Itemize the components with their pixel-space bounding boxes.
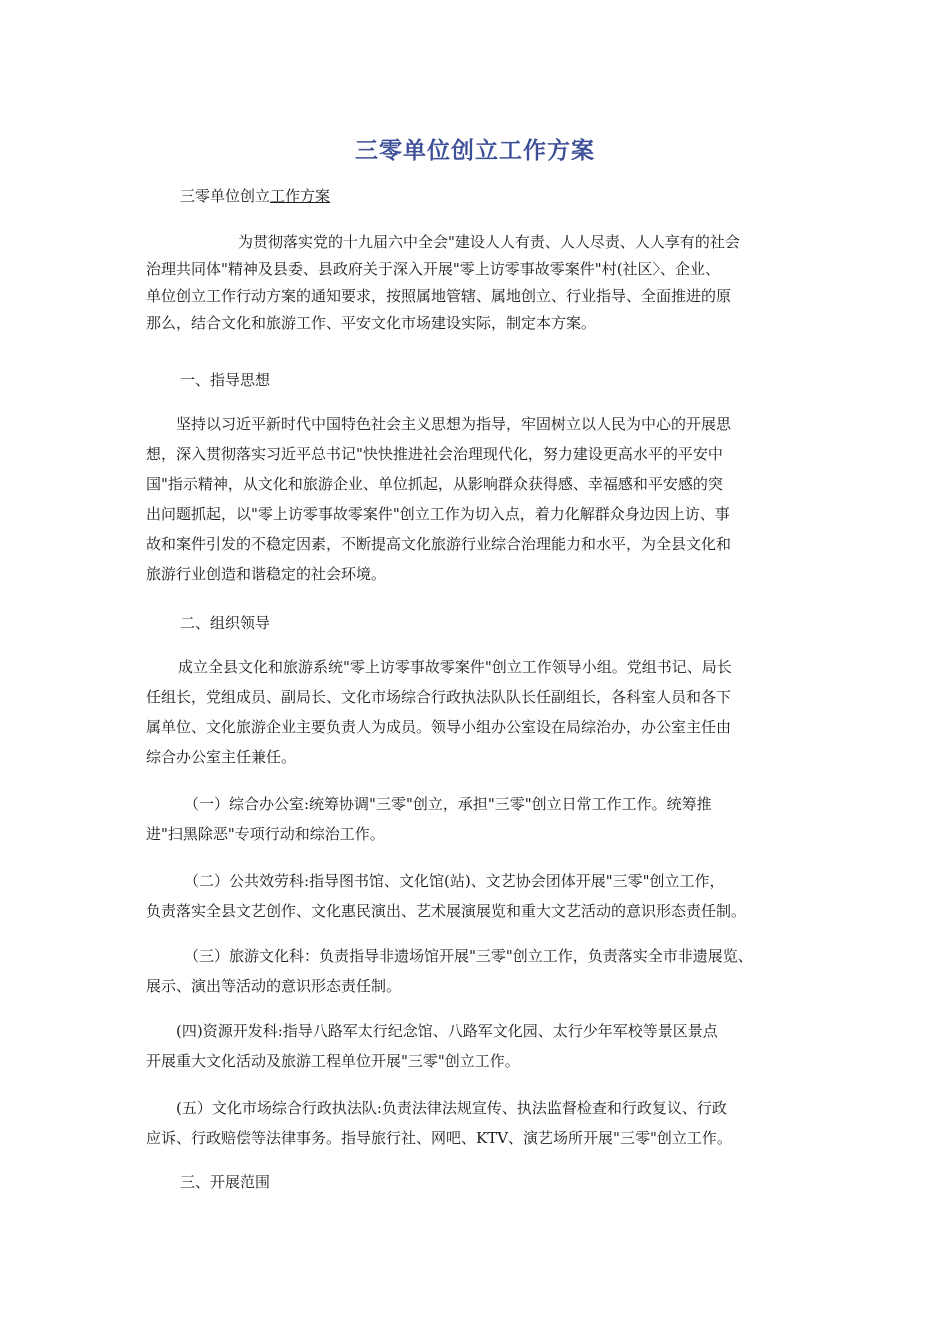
item-line: 进"扫黑除恶"专项行动和综治工作。 — [146, 825, 385, 843]
section2-line: 属单位、文化旅游企业主要负责人为成员。领导小组办公室设在局综治办，办公室主任由 — [146, 718, 732, 736]
section1-paragraph — [146, 409, 816, 589]
intro-line: 单位创立工作行动方案的通知要求，按照属地管辖、属地创立、行业指导、全面推进的原 — [146, 287, 732, 305]
item-line: 应诉、行政赔偿等法律事务。指导旅行社、网吧、KTV、演艺场所开展"三零"创立工作。 — [146, 1129, 732, 1147]
item-line: （三）旅游文化科：负责指导非遗场馆开展"三零"创立工作，负责落实全市非遗展览、 — [184, 947, 753, 965]
section2-item-1 — [146, 789, 816, 849]
item-line: (五）文化市场综合行政执法队:负责法律法规宣传、执法监督检查和行政复议、行政 — [176, 1099, 727, 1117]
section2-item-3 — [146, 941, 816, 1001]
section1-line: 想，深入贯彻落实习近平总书记"快快推进社会治理现代化，努力建设更高水平的平安中 — [146, 445, 723, 463]
subtitle-plain: 三零单位创立 — [180, 187, 271, 205]
item-line: 开展重大文化活动及旅游工程单位开展"三零"创立工作。 — [146, 1052, 520, 1070]
section1-line: 坚持以习近平新时代中国特色社会主义思想为指导，牢固树立以人民为中心的开展思 — [176, 415, 732, 433]
intro-line: 治理共同体"精神及县委、县政府关于深入开展"零上访零事故零案件"村(社区〉、企业、 — [146, 260, 721, 278]
section2-line: 任组长，党组成员、副局长、文化市场综合行政执法队队长任副组长，各科室人员和各下 — [146, 688, 732, 706]
item-line: 负责落实全县文艺创作、文化惠民演出、艺术展演展览和重大文艺活动的意识形态责任制。 — [146, 902, 747, 920]
document-subtitle — [180, 186, 330, 206]
item-line: （一）综合办公室:统筹协调"三零"创立，承担"三零"创立日常工作工作。统筹推 — [184, 795, 712, 813]
section-heading-scope: 三、开展范围 — [180, 1173, 271, 1191]
section1-line: 故和案件引发的不稳定因素，不断提高文化旅游行业综合治理能力和水平，为全县文化和 — [146, 535, 732, 553]
subtitle-underlined: 工作方案 — [270, 187, 331, 205]
section-heading-organization: 二、组织领导 — [180, 614, 271, 632]
section2-item-2 — [146, 866, 816, 926]
item-line: (四)资源开发科:指导八路军太行纪念馆、八路军文化园、太行少年军校等景区景点 — [176, 1022, 718, 1040]
item-line: 展示、演出等活动的意识形态责任制。 — [146, 977, 402, 995]
section1-line: 国"指示精神，从文化和旅游企业、单位抓起，从影响群众获得感、幸福感和平安感的突 — [146, 475, 723, 493]
section1-line: 出问题抓起，以"零上访零事故零案件"创立工作为切入点，着力化解群众身边因上访、事 — [146, 505, 730, 523]
section2-line: 成立全县文化和旅游系统"零上访零事故零案件"创立工作领导小组。党组书记、局长 — [178, 658, 732, 676]
section2-item-5 — [146, 1093, 816, 1153]
section1-line: 旅游行业创造和谐稳定的社会环境。 — [146, 565, 387, 583]
section-heading-guiding-thought: 一、指导思想 — [180, 371, 271, 389]
section2-paragraph — [146, 652, 816, 772]
section2-line: 综合办公室主任兼任。 — [146, 748, 297, 766]
intro-line: 为贯彻落实党的十九届六中全会"建设人人有责、人人尽责、人人享有的社会 — [238, 233, 740, 251]
intro-paragraph — [146, 229, 816, 337]
item-line: （二）公共效劳科:指导图书馆、文化馆(站)、文艺协会团体开展"三零"创立工作， — [184, 872, 725, 890]
section2-item-4 — [146, 1016, 816, 1076]
intro-line: 那么，结合文化和旅游工作、平安文化市场建设实际，制定本方案。 — [146, 314, 597, 332]
document-title: 三零单位创立工作方案 — [355, 138, 595, 164]
